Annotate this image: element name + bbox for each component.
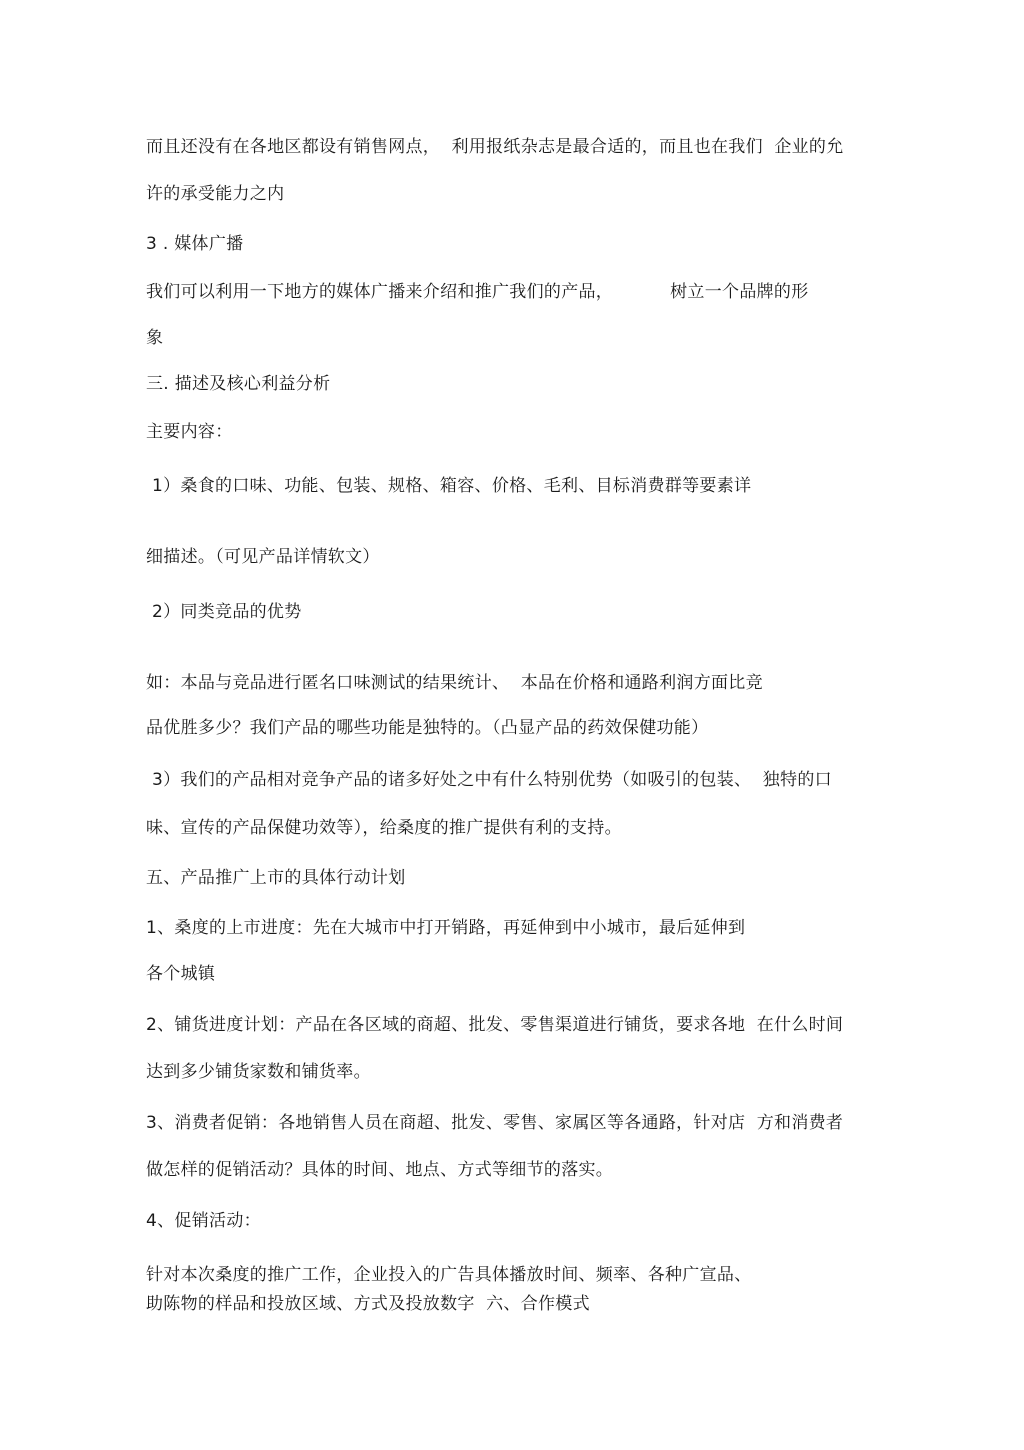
text-line-5: 象 (146, 328, 164, 348)
text-line-19: 达到多少铺货家数和铺货率。 (146, 1062, 371, 1082)
section-heading-core-benefit: 三. 描述及核心利益分析 (146, 374, 331, 394)
text-line-23: 针对本次桑度的推广工作，企业投入的广告具体播放时间、频率、各种广宣品、 (146, 1265, 752, 1285)
text-line-11: 如：本品与竞品进行匿名口味测试的结果统计、 本品在价格和通路利润方面比竞 (146, 673, 763, 693)
section-heading-launch-plan: 五、产品推广上市的具体行动计划 (146, 868, 406, 888)
text-line-12: 品优胜多少？我们产品的哪些功能是独特的。（凸显产品的药效保健功能） (146, 718, 709, 738)
text-line-1: 而且还没有在各地区都设有销售网点， 利用报纸杂志是最合适的，而且也在我们 企业的允 (146, 137, 844, 157)
plan-item-4: 4、促销活动： (146, 1211, 261, 1231)
plan-item-1: 1、桑度的上市进度：先在大城市中打开销路，再延伸到中小城市，最后延伸到 (146, 918, 746, 938)
text-line-24: 助陈物的样品和投放区域、方式及投放数字 六、合作模式 (146, 1294, 590, 1314)
text-line-17: 各个城镇 (146, 964, 216, 984)
plan-item-2: 2、铺货进度计划：产品在各区域的商超、批发、零售渠道进行铺货，要求各地 在什么时间 (146, 1015, 844, 1035)
text-line-4: 我们可以利用一下地方的媒体广播来介绍和推广我们的产品， 树立一个品牌的形 (146, 282, 809, 302)
text-line-9: 细描述。（可见产品详情软文） (146, 547, 380, 567)
section-heading-media-broadcast: 3 . 媒体广播 (146, 234, 244, 254)
list-item-1: 1）桑食的口味、功能、包装、规格、箱容、价格、毛利、目标消费群等要素详 (152, 476, 752, 496)
text-line-21: 做怎样的促销活动？具体的时间、地点、方式等细节的落实。 (146, 1160, 614, 1180)
text-line-2: 许的承受能力之内 (146, 184, 285, 204)
text-main-content-label: 主要内容： (146, 422, 233, 442)
list-item-2: 2）同类竞品的优势 (152, 602, 302, 622)
text-line-14: 味、宣传的产品保健功效等），给桑度的推广提供有利的支持。 (146, 818, 622, 838)
list-item-3: 3）我们的产品相对竞争产品的诸多好处之中有什么特别优势（如吸引的包装、 独特的口 (152, 770, 832, 790)
plan-item-3: 3、消费者促销：各地销售人员在商超、批发、零售、家属区等各通路，针对店 方和消费者 (146, 1113, 844, 1133)
